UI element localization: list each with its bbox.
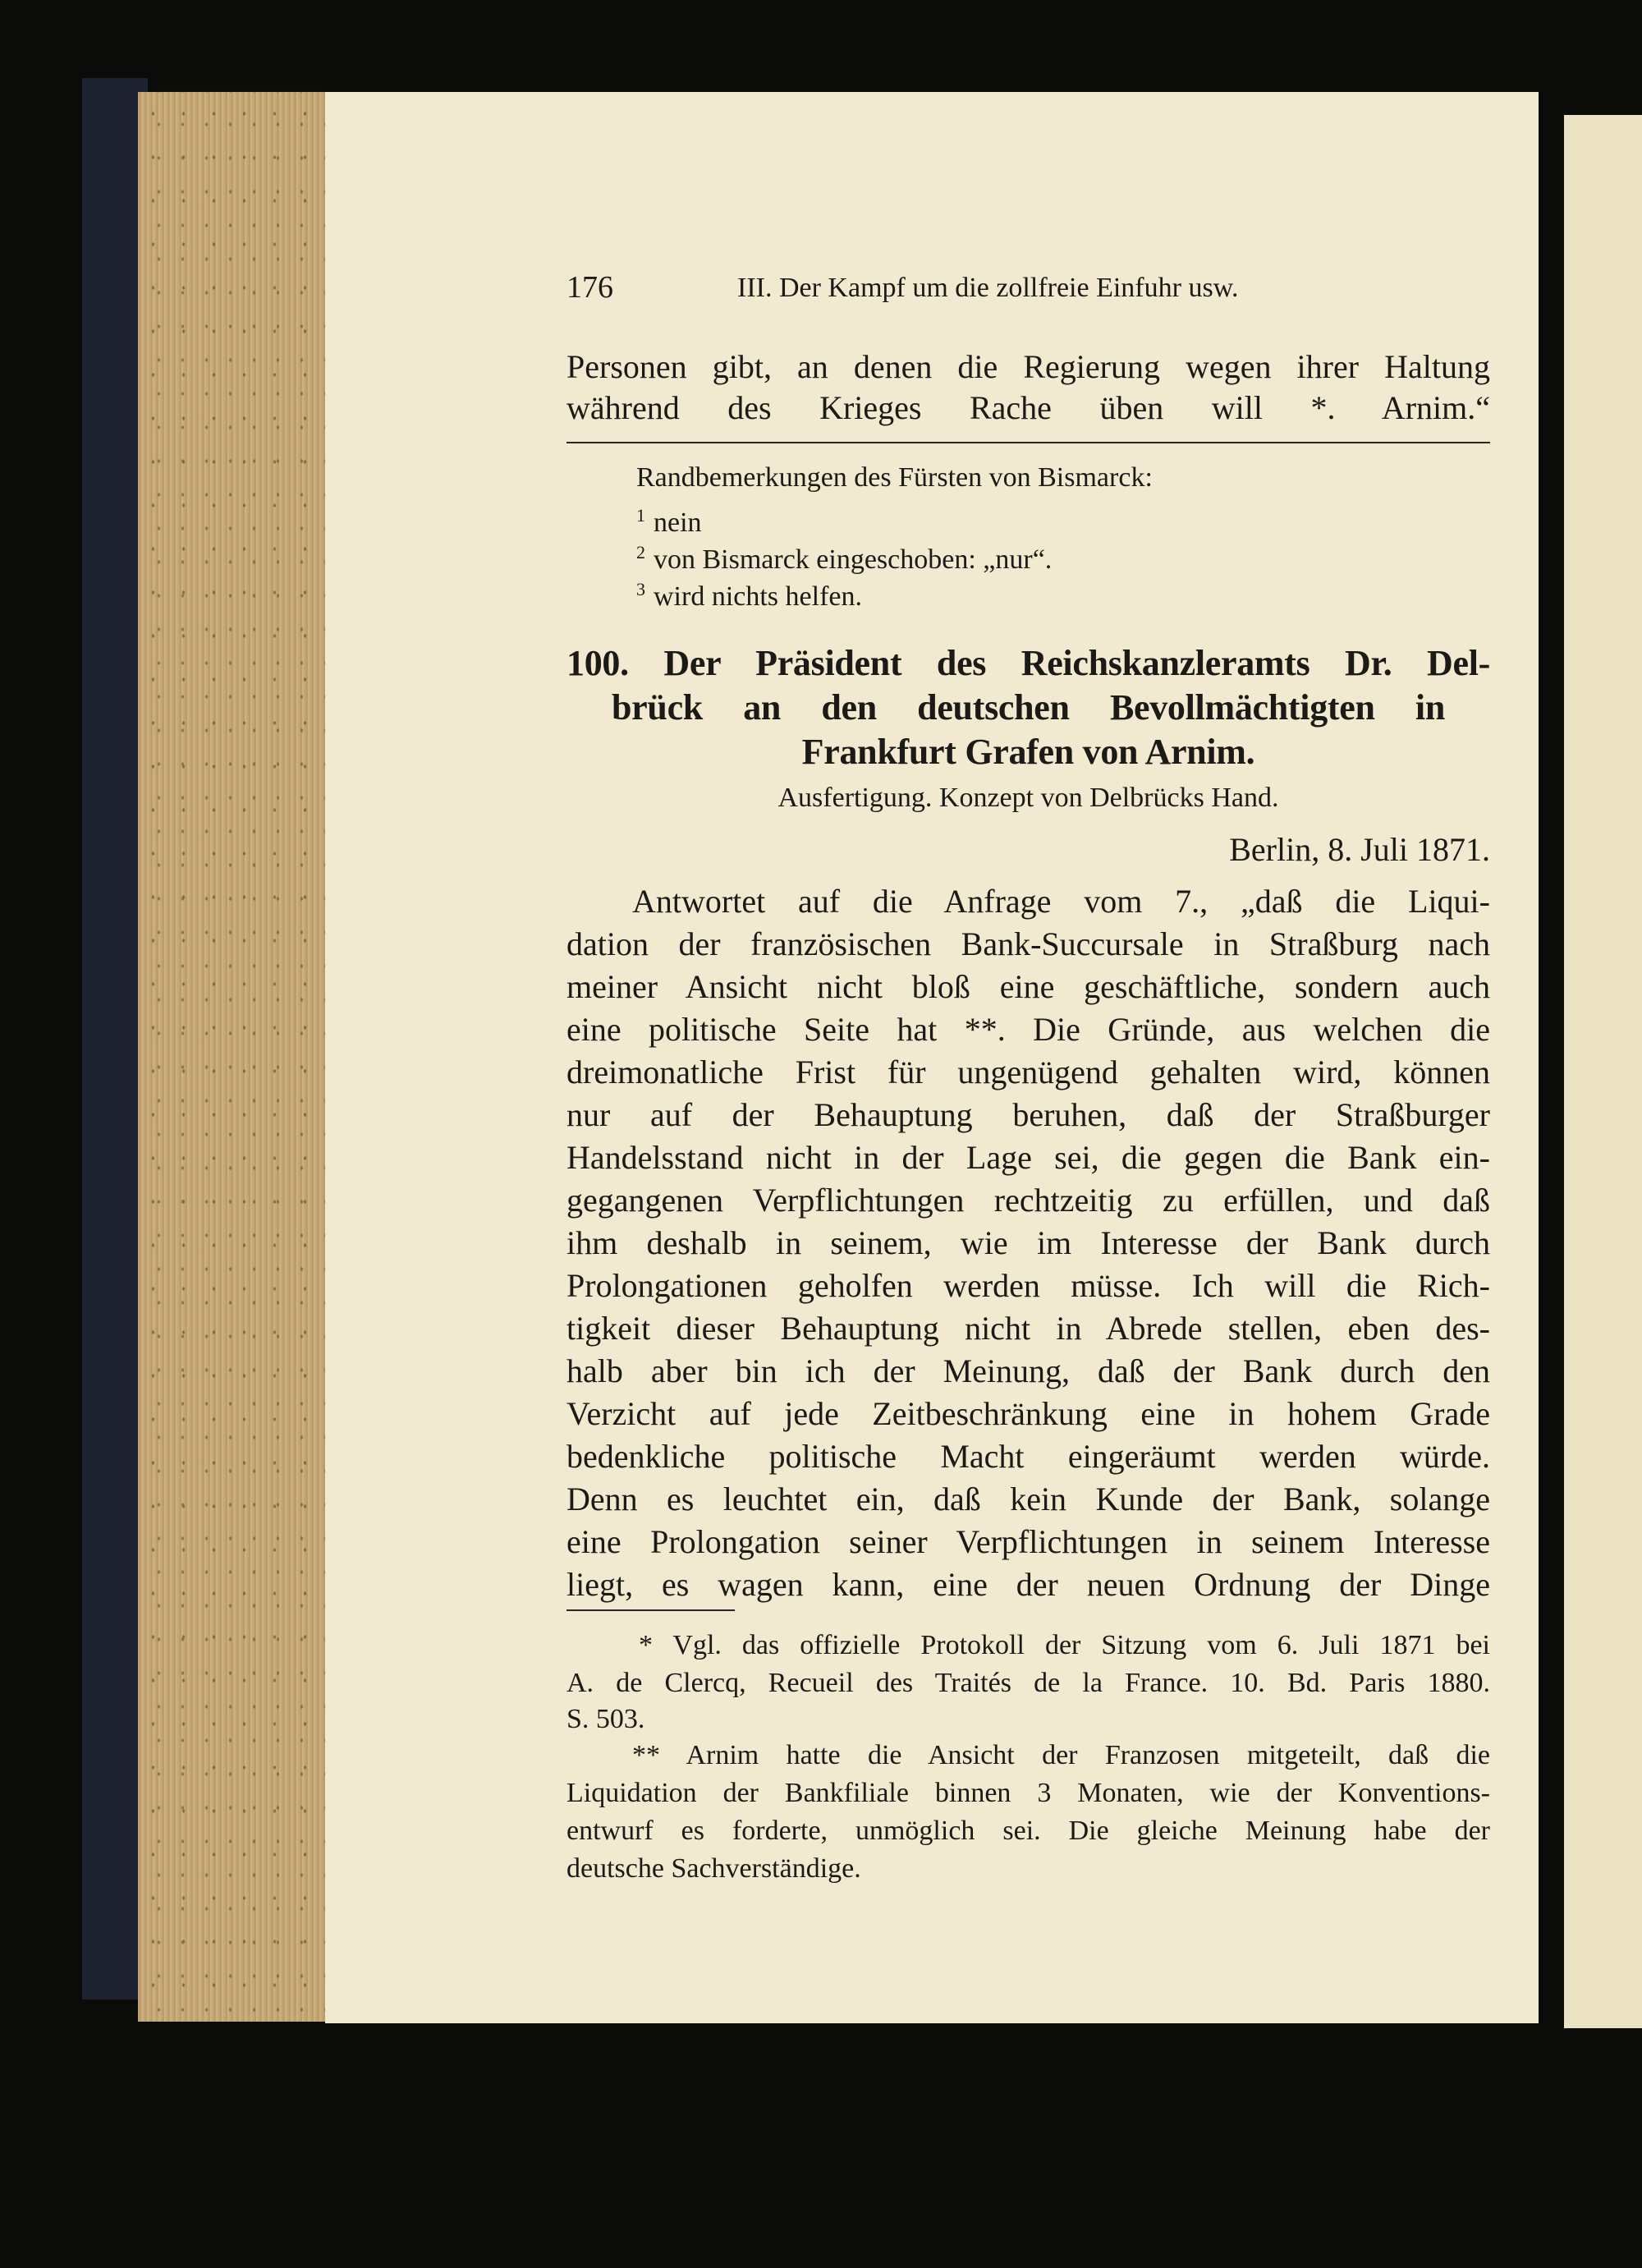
marginal-notes-title: Randbemerkungen des Fürsten von Bismarck: <box>636 462 1153 493</box>
body-line: Prolongationen geholfen werden müsse. Ich will die Rich- <box>566 1267 1490 1304</box>
body-line: tigkeit dieser Behauptung nicht in Abrede stellen, eben des- <box>566 1310 1490 1347</box>
footnote-line: S. 503. <box>566 1704 645 1734</box>
body-line: Handelsstand nicht in der Lage sei, die gegen die Bank ein- <box>566 1139 1490 1176</box>
document-source: Ausfertigung. Konzept von Delbrücks Hand. <box>777 783 1279 813</box>
page-number: 176 <box>566 270 613 305</box>
footnote-line: ** Arnim hatte die Ansicht der Franzosen mitgeteilt, daß die <box>632 1740 1490 1770</box>
footnote-rule <box>566 1609 735 1611</box>
divider <box>566 442 1490 443</box>
note-text: nein <box>654 507 702 539</box>
footnote-line: deutsche Sachverständige. <box>566 1853 861 1884</box>
dateline: Berlin, 8. Juli 1871. <box>1229 831 1490 868</box>
facing-page <box>1564 115 1642 2028</box>
body-line: dreimonatliche Frist für ungenügend gehalten wird, können <box>566 1054 1490 1090</box>
body-line: eine politische Seite hat **. Die Gründe, aus welchen die <box>566 1011 1490 1048</box>
body-line: liegt, es wagen kann, eine der neuen Ordnung der Dinge <box>566 1566 1490 1603</box>
note-number: 1 <box>636 505 645 526</box>
body-line: gegangenen Verpflichtungen rechtzeitig zu erfüllen, und daß <box>566 1182 1490 1219</box>
document-heading: 100. Der Präsident des Reichskanzleramts Dr. Del- <box>566 643 1490 683</box>
body-line: ihm deshalb in seinem, wie im Interesse der Bank durch <box>566 1224 1490 1261</box>
body-line: dation der französischen Bank-Succursale in Straßburg nach <box>566 925 1490 962</box>
marginal-note <box>636 572 1457 615</box>
footnote-line: entwurf es forderte, unmöglich sei. Die gleiche Meinung habe der <box>566 1816 1490 1846</box>
page-edges <box>138 92 327 2022</box>
body-line: nur auf der Behauptung beruhen, daß der Straßburger <box>566 1096 1490 1133</box>
running-title: III. Der Kampf um die zollfreie Einfuhr usw. <box>737 273 1239 303</box>
note-number: 2 <box>636 542 645 562</box>
text-line: Personen gibt, an denen die Regierung wegen ihrer Haltung <box>566 348 1490 385</box>
footnote-line: Liquidation der Bankfiliale binnen 3 Monaten, wie der Konventions- <box>566 1778 1490 1808</box>
text-line: während des Krieges Rache üben will *. Arnim.“ <box>566 389 1490 426</box>
document-heading: brück an den deutschen Bevollmächtigten in <box>612 687 1445 728</box>
body-line: eine Prolongation seiner Verpflichtungen in seinem Interesse <box>566 1523 1490 1560</box>
body-line: halb aber bin ich der Meinung, daß der Bank durch den <box>566 1352 1490 1389</box>
body-line: bedenkliche politische Macht eingeräumt werden würde. <box>566 1438 1490 1475</box>
body-line: meiner Ansicht nicht bloß eine geschäftliche, sondern auch <box>566 968 1490 1005</box>
body-line: Antwortet auf die Anfrage vom 7., „daß die Liqui- <box>632 883 1490 920</box>
document-heading: Frankfurt Grafen von Arnim. <box>801 732 1255 772</box>
footnote-line: * Vgl. das offizielle Protokoll der Sitzung vom 6. Juli 1871 bei <box>639 1630 1490 1660</box>
note-number: 3 <box>636 579 645 599</box>
footnote-line: A. de Clercq, Recueil des Traités de la France. 10. Bd. Paris 1880. <box>566 1668 1490 1698</box>
body-line: Verzicht auf jede Zeitbeschränkung eine in hohem Grade <box>566 1395 1490 1432</box>
note-text: wird nichts helfen. <box>654 581 862 613</box>
note-text: von Bismarck eingeschoben: „nur“. <box>654 544 1053 576</box>
body-line: Denn es leuchtet ein, daß kein Kunde der Bank, solange <box>566 1481 1490 1517</box>
